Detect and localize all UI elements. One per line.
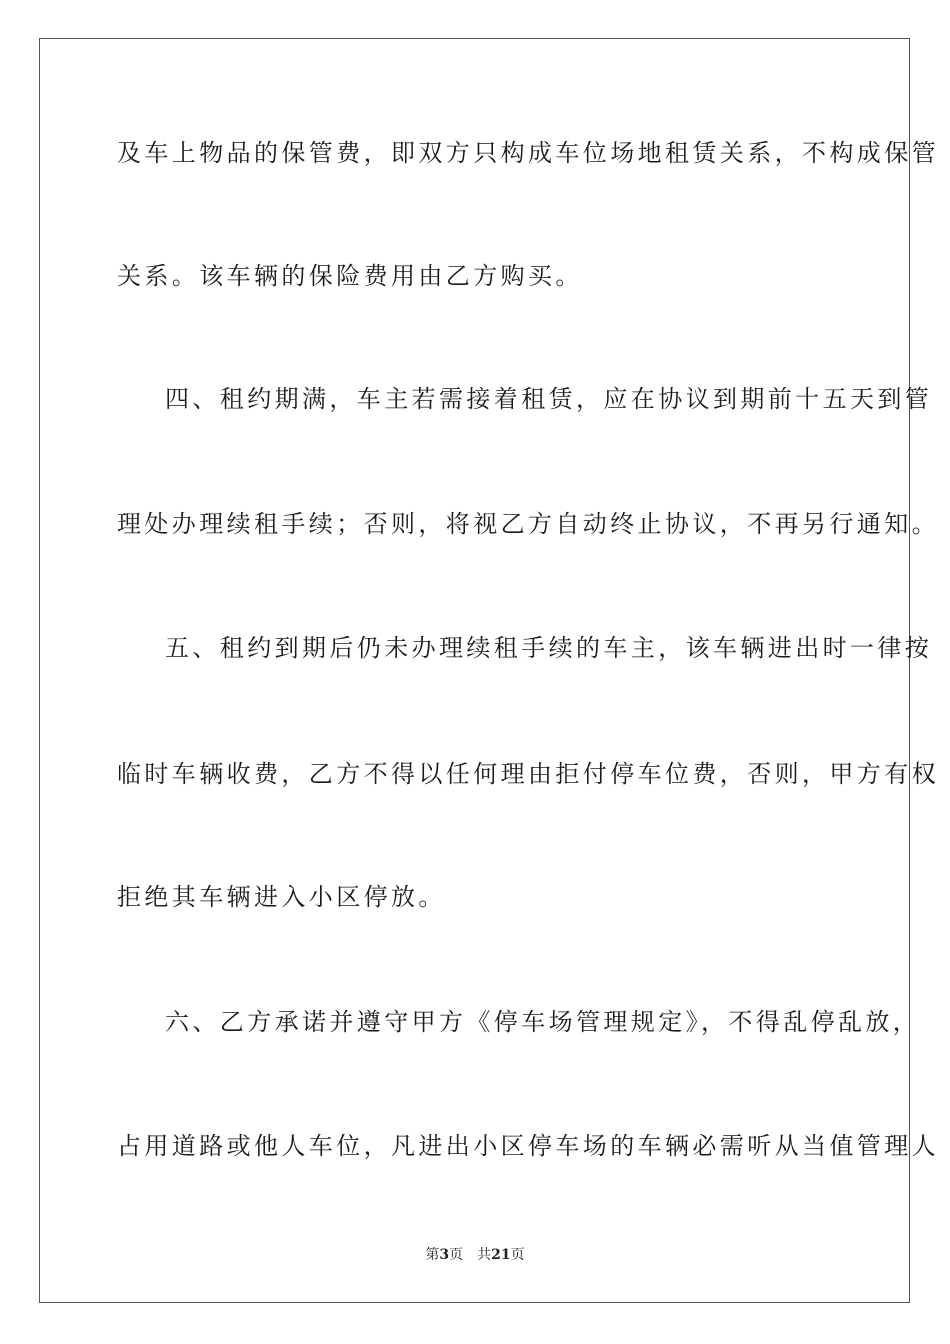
body-line-2: 关系。该车辆的保险费用由乙方购买。 <box>117 262 583 290</box>
body-line-1: 及车上物品的保管费，即双方只构成车位场地租赁关系，不构成保管 <box>117 139 939 167</box>
body-line-4: 理处办理续租手续；否则，将视乙方自动终止协议，不再另行通知。 <box>117 510 939 538</box>
page-footer <box>0 1246 950 1264</box>
body-line-9: 占用道路或他人车位，凡进出小区停车场的车辆必需听从当值管理人 <box>117 1132 939 1160</box>
page-prefix: 第 <box>425 1247 440 1263</box>
body-line-8-clause-six: 六、乙方承诺并遵守甲方《停车场管理规定》，不得乱停乱放， <box>165 1008 921 1036</box>
body-line-7: 拒绝其车辆进入小区停放。 <box>117 883 446 911</box>
page-suffix: 页 <box>449 1247 464 1263</box>
body-line-3-clause-four: 四、租约期满，车主若需接着租赁，应在协议到期前十五天到管 <box>165 385 933 413</box>
body-line-6: 临时车辆收费，乙方不得以任何理由拒付停车位费，否则，甲方有权 <box>117 760 939 788</box>
total-suffix: 页 <box>510 1247 525 1263</box>
page-number: 3 <box>439 1247 450 1263</box>
total-prefix: 共 <box>477 1247 492 1263</box>
body-line-5-clause-five: 五、租约到期后仍未办理续租手续的车主，该车辆进出时一律按 <box>165 634 933 662</box>
total-pages: 21 <box>491 1247 511 1263</box>
page-border <box>39 38 939 1303</box>
